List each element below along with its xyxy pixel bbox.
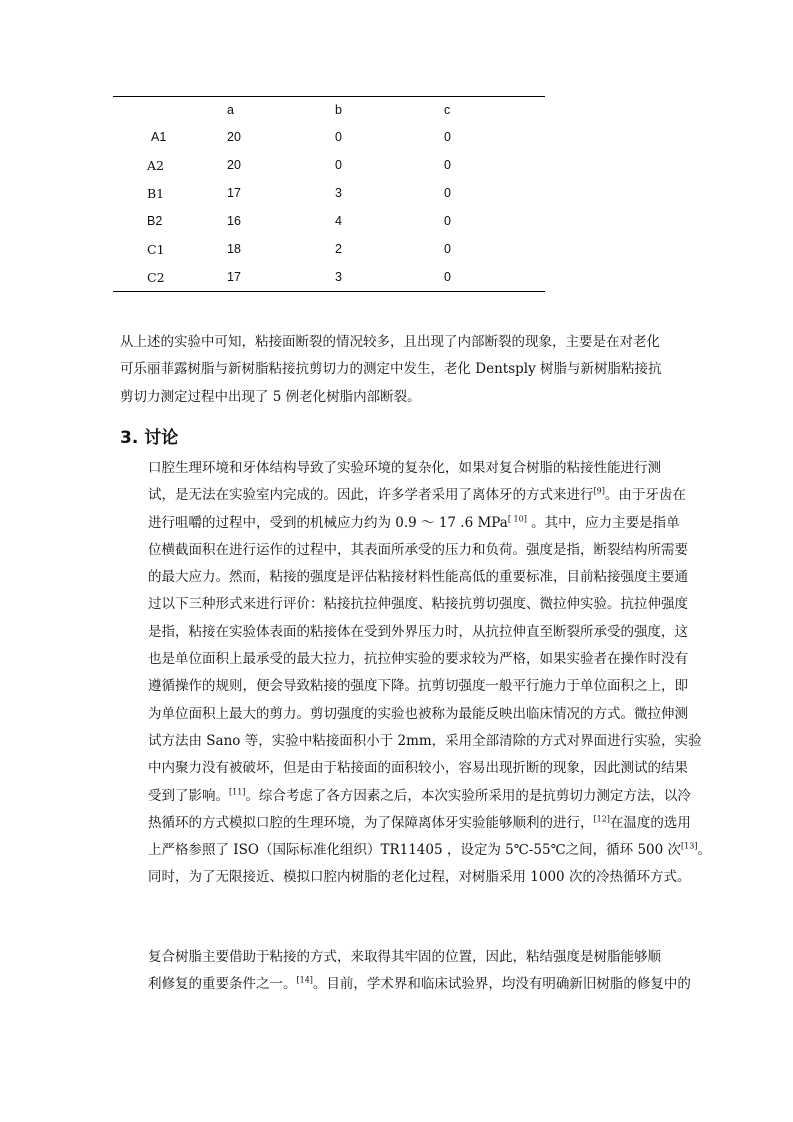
row-label: C1 (147, 241, 165, 257)
cell-c: 0 (444, 214, 451, 228)
header-c: c (444, 103, 451, 117)
citation-ref[interactable]: [ 10] (507, 514, 527, 524)
cell-a: 16 (227, 214, 241, 228)
text-line (120, 482, 686, 509)
cell-a: 20 (227, 130, 241, 144)
table-header-row (113, 97, 545, 123)
text-line (120, 728, 702, 755)
cell-a: 20 (227, 158, 241, 172)
text-line (120, 455, 676, 482)
table-row (113, 179, 545, 207)
line-text-after: 。其中，应力主要是指单 (526, 514, 680, 531)
line-text: 的最大应力。然而，粘接的强度是评估粘接材料性能高低的重要标准，目前粘接强度主要通 (148, 569, 688, 586)
line-text-after: 。综合考虑了各方因素之后，本次实验所采用的是抗剪切力测定方法，以冷 (245, 787, 691, 804)
cell-c: 0 (444, 158, 451, 172)
line-text: 试方法由 Sano 等，实验中粘接面积小于 2mm，采用全部清除的方式对界面进行实验，实验 (148, 732, 702, 749)
table-row (113, 263, 545, 291)
text-line (120, 591, 688, 618)
row-label: A2 (147, 157, 164, 173)
row-label: A1 (151, 130, 167, 144)
text-line (120, 971, 691, 998)
line-text: 复合树脂主要借助于粘接的方式，来取得其牢固的位置，因此，粘结强度是树脂能够顺 (148, 949, 661, 965)
header-b: b (335, 103, 342, 117)
table-row (113, 235, 545, 263)
line-text-after: 在温度的选用 (609, 814, 691, 831)
cell-b: 0 (335, 130, 342, 144)
text-line (120, 755, 688, 782)
cell-b: 2 (335, 242, 342, 256)
line-text: 上严格参照了 ISO（国际标准化组织）TR11405 ，设定为 5℃-55℃之间，循环 500 次 (148, 842, 682, 859)
citation-ref[interactable]: [11] (229, 787, 246, 797)
text-line (120, 783, 691, 810)
results-paragraph (120, 329, 676, 411)
citation-ref[interactable]: [12] (593, 814, 610, 824)
row-label: B1 (147, 185, 165, 201)
cell-b: 3 (335, 186, 342, 200)
line-text: 位横截面积在进行运作的过程中，其表面所承受的压力和负荷。强度是指，断裂结构所需要 (148, 541, 688, 558)
text-line: 剪切力测定过程中出现了 5 例老化树脂内部断裂。 (120, 388, 421, 405)
line-text: 是指，粘接在实验体表面的粘接体在受到外界压力时，从抗拉伸直至断裂所承受的强度，这 (148, 623, 688, 640)
citation-ref[interactable]: [14] (296, 975, 313, 985)
line-text: 为单位面积上最大的剪力。剪切强度的实验也被称为最能反映出临床情况的方式。微拉伸测 (148, 705, 688, 722)
line-text-after: 。由于牙齿在 (604, 487, 686, 504)
line-text: 同时，为了无限接近、模拟口腔内树脂的老化过程，对树脂采用 1000 次的冷热循环方式。 (148, 869, 691, 886)
cell-a: 18 (227, 242, 241, 256)
row-label: C2 (147, 269, 165, 285)
cell-c: 0 (444, 270, 451, 284)
line-text: 口腔生理环境和牙体结构导致了实验环境的复杂化，如果对复合树脂的粘接性能进行测 (148, 460, 661, 476)
cell-a: 17 (227, 270, 241, 284)
discussion-paragraph (120, 455, 711, 892)
cell-b: 0 (335, 158, 342, 172)
text-line (120, 944, 676, 971)
cell-a: 17 (227, 186, 241, 200)
text-line (120, 673, 688, 700)
cell-c: 0 (444, 186, 451, 200)
text-line (120, 864, 691, 891)
text-line: 可乐丽菲露树脂与新树脂粘接抗剪切力的测定中发生，老化 Dentsply 树脂与新树脂粘接抗 (120, 361, 662, 378)
text-line: 从上述的实验中可知，粘接面断裂的情况较多，且出现了内部断裂的现象，主要是在对老化 (120, 334, 660, 350)
table-row (113, 123, 545, 151)
line-text: 受到了影响。 (148, 787, 229, 804)
line-text: 中内聚力没有被破坏，但是由于粘接面的面积较小，容易出现折断的现象，因此测试的结果 (148, 760, 688, 777)
results-table (113, 96, 545, 292)
row-label: B2 (147, 214, 163, 228)
text-line (120, 837, 711, 864)
text-line (120, 701, 688, 728)
line-text-after: 。 (697, 842, 711, 859)
discussion-paragraph-2 (120, 944, 691, 999)
line-text: 进行咀嚼的过程中，受到的机械应力约为 0.9 ～ 17 .6 MPa (148, 514, 508, 531)
line-text: 热循环的方式模拟口腔的生理环境，为了保障离体牙实验能够顺利的进行， (148, 814, 594, 831)
line-text: 试，是无法在实验室内完成的。因此，许多学者采用了离体牙的方式来进行 (148, 487, 594, 504)
line-text: 利修复的重要条件之一。 (148, 976, 297, 993)
text-line (120, 810, 691, 837)
table-row (113, 151, 545, 179)
cell-c: 0 (444, 242, 451, 256)
text-line (120, 537, 688, 564)
line-text: 也是单位面积上最承受的最大拉力，抗拉伸实验的要求较为严格，如果实验者在操作时没有 (148, 651, 688, 668)
text-line (120, 564, 688, 591)
text-line (120, 510, 680, 537)
cell-b: 3 (335, 270, 342, 284)
text-line (120, 619, 688, 646)
line-text: 遵循操作的规则，便会导致粘接的强度下降。抗剪切强度一般平行施力于单位面积之上，即 (148, 678, 688, 695)
text-line (120, 646, 688, 673)
cell-b: 4 (335, 214, 342, 228)
citation-ref[interactable]: [13] (681, 841, 698, 851)
cell-c: 0 (444, 130, 451, 144)
header-a: a (227, 103, 234, 117)
table-row (113, 207, 545, 235)
section-heading: 3. 讨论 (120, 428, 179, 448)
line-text-after: 。目前，学术界和临床试验界，均没有明确新旧树脂的修复中的 (312, 976, 691, 993)
line-text: 过以下三种形式来进行评价：粘接抗拉伸强度、粘接抗剪切强度、微拉伸实验。抗拉伸强度 (148, 596, 688, 613)
citation-ref[interactable]: [9] (593, 486, 605, 496)
